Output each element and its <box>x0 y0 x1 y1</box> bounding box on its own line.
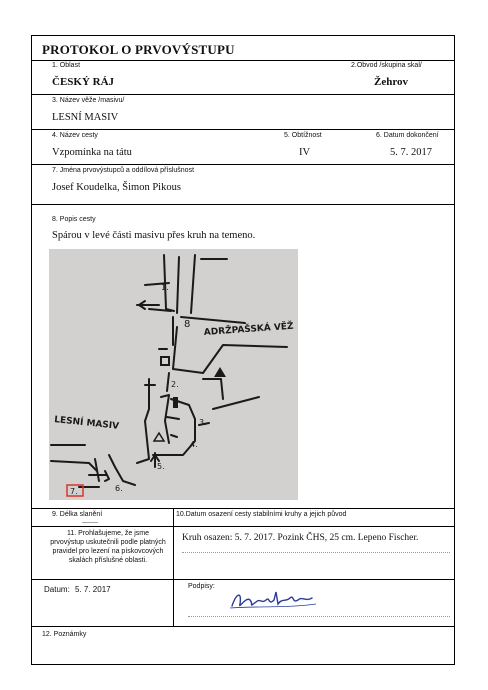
sketch-label-4: 4. <box>190 440 198 449</box>
field-label-obvod: 2.Obvod /skupina skal/ <box>351 62 422 69</box>
divider <box>32 626 454 627</box>
divider <box>32 60 454 61</box>
declaration-text: 11. Prohlašujeme, že jsme prvovýstup uskutečnili podle platných pravidel pro lezení na pískovcových skalách příslušné oblasti. <box>50 530 166 564</box>
field-label-prvovystupci: 7. Jména prvovýstupců a oddílová příslušnost <box>52 167 195 174</box>
protocol-form <box>31 35 455 665</box>
field-value-popis: Spárou v levé části masivu přes kruh na temeno. <box>52 230 256 241</box>
route-sketch-photo <box>49 249 298 500</box>
field-value-datum: 5. 7. 2017 <box>75 585 111 594</box>
handwritten-signature <box>228 586 318 614</box>
route-sketch <box>49 249 298 500</box>
field-label-obtiznost: 5. Obtížnost <box>284 132 322 139</box>
field-value-datum-osazeni: Kruh osazen: 5. 7. 2017. Pozink ČHS, 25 cm. Lepeno Fischer. <box>182 533 419 543</box>
field-label-popis: 8. Popis cesty <box>52 216 96 223</box>
sketch-label-7: 7. <box>70 487 78 496</box>
divider <box>32 579 454 580</box>
field-label-oblast: 1. Oblast <box>52 62 81 69</box>
field-label-podpisy: Podpisy: <box>188 583 215 590</box>
sketch-label-5: 5. <box>157 462 165 471</box>
divider <box>173 508 174 626</box>
sketch-label-adrspasska-vez: ADRŽPAŠSKÁ VĚŽ <box>203 321 294 338</box>
field-value-cesta: Vzpomínka na tátu <box>52 147 132 158</box>
field-value-obtiznost: IV <box>299 147 311 158</box>
form-title: PROTOKOL O PRVOVÝSTUPU <box>42 42 235 57</box>
dotted-line <box>182 552 450 553</box>
sketch-label-2: 2. <box>171 380 179 389</box>
field-value-prvovystupci: Josef Koudelka, Šimon Pikous <box>52 182 181 193</box>
field-label-datum-dokonceni: 6. Datum dokončení <box>376 132 439 139</box>
divider <box>32 526 454 527</box>
divider <box>32 508 454 509</box>
divider <box>32 129 454 130</box>
divider <box>32 94 454 95</box>
sketch-label-1: 1. <box>161 283 169 292</box>
field-value-delka-slaneni: -------- <box>82 520 98 526</box>
divider <box>32 164 454 165</box>
field-label-vez: 3. Název věže /masivu/ <box>52 97 125 104</box>
sketch-label-8: 8 <box>184 319 191 330</box>
field-value-obvod: Žehrov <box>374 76 409 88</box>
field-label-datum: Datum: <box>44 585 70 594</box>
sketch-label-6: 6. <box>115 484 123 493</box>
field-label-cesta: 4. Název cesty <box>52 132 98 139</box>
field-value-oblast: ČESKÝ RÁJ <box>52 76 115 88</box>
field-value-vez: LESNÍ MASIV <box>52 112 119 123</box>
dotted-line <box>188 616 450 617</box>
field-label-datum-osazeni: 10.Datum osazení cesty stabilními kruhy a jejich původ <box>176 511 347 518</box>
sketch-label-3: 3. <box>199 418 207 427</box>
field-value-datum-dokonceni: 5. 7. 2017 <box>390 147 432 158</box>
field-label-poznamky: 12. Poznámky <box>42 631 87 638</box>
divider <box>32 204 454 205</box>
field-label-delka-slaneni: 9. Délka slanění <box>52 511 103 518</box>
sketch-label-lesni-masiv: LESNÍ MASIV <box>53 415 120 432</box>
